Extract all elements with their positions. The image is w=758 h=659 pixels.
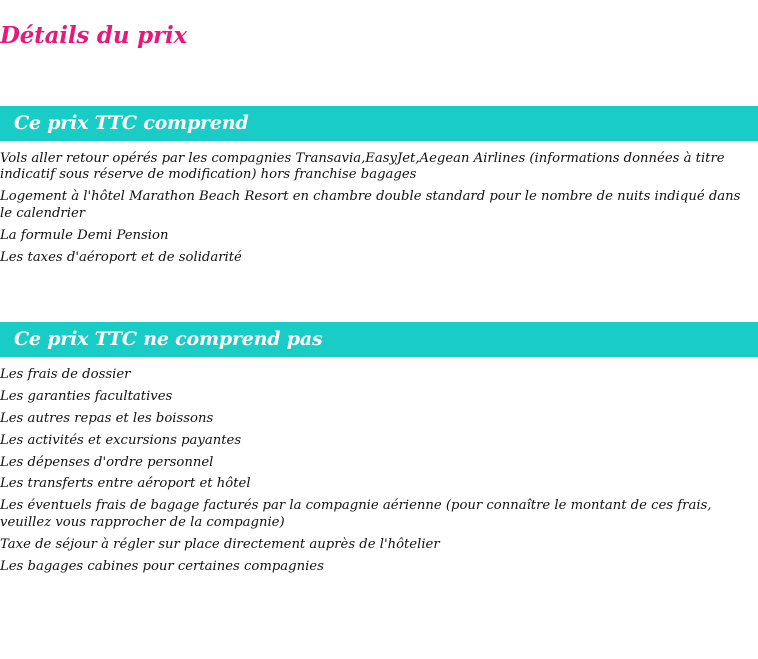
section-price-includes: [0, 106, 758, 267]
page-title: Détails du prix: [0, 22, 187, 49]
list-item: Les éventuels frais de bagage facturés par la compagnie aérienne (pour connaître le montant de ces frais, veuillez vous rapprocher de la compagnie): [0, 498, 712, 531]
list-item: Les bagages cabines pour certaines compagnies: [0, 558, 324, 574]
section-body-includes: [0, 141, 758, 267]
section-header-excludes: [0, 322, 758, 357]
section-header-includes-label: Ce prix TTC comprend: [14, 111, 249, 134]
section-price-excludes: [0, 322, 758, 576]
section-header-excludes-label: Ce prix TTC ne comprend pas: [14, 327, 323, 350]
list-item: Les taxes d'aéroport et de solidarité: [0, 250, 242, 266]
list-item: Les dépenses d'ordre personnel: [0, 454, 214, 470]
list-item: La formule Demi Pension: [0, 228, 169, 244]
list-item: Les transferts entre aéroport et hôtel: [0, 476, 251, 492]
section-body-excludes: [0, 357, 758, 576]
list-item: Les activités et excursions payantes: [0, 432, 242, 448]
list-item: Les autres repas et les boissons: [0, 410, 214, 426]
list-item: Logement à l'hôtel Marathon Beach Resort en chambre double standard pour le nombre de nuits indiqué dans le calendrier: [0, 189, 741, 222]
list-item: Les garanties facultatives: [0, 388, 173, 404]
list-item: Taxe de séjour à régler sur place directement auprès de l'hôtelier: [0, 537, 440, 553]
section-header-includes: [0, 106, 758, 141]
list-item: Les frais de dossier: [0, 366, 131, 382]
list-item: Vols aller retour opérés par les compagnies Transavia,EasyJet,Aegean Airlines (informations données à titre indicatif sous réserve de modification) hors franchise bagages: [0, 150, 725, 183]
